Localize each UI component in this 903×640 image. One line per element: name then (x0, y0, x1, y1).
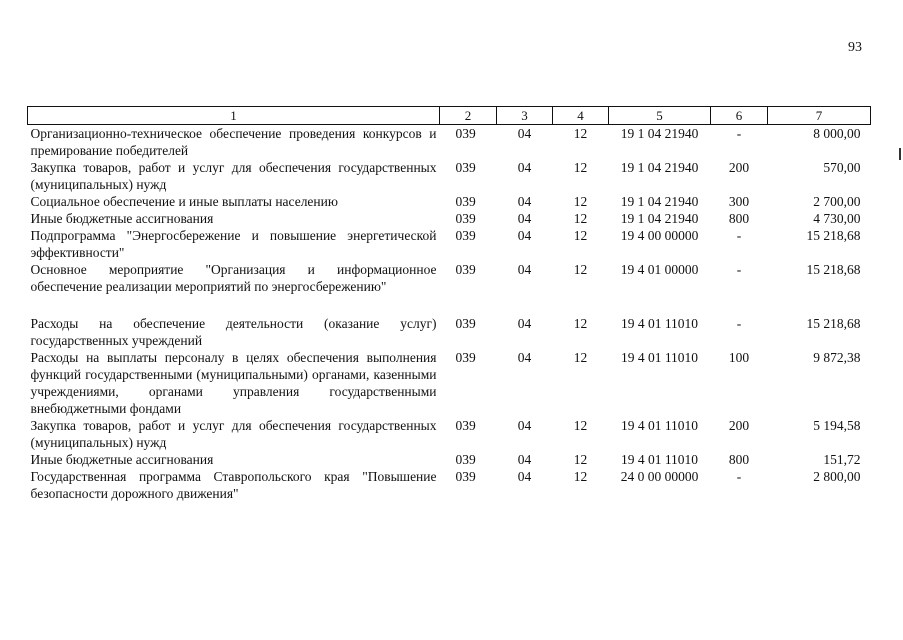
row-subsection: 12 (573, 452, 588, 467)
row-section: 04 (517, 316, 532, 331)
row-section: 04 (517, 228, 532, 243)
row-target-article: 24 0 00 00000 (620, 469, 699, 484)
row-name: Социальное обеспечение и иные выплаты населению (30, 194, 338, 209)
page-number: 93 (848, 40, 862, 55)
scan-edge-mark (899, 148, 901, 160)
row-amount: 4 730,00 (813, 211, 861, 226)
row-expense-type: - (736, 228, 742, 243)
row-section: 04 (517, 452, 532, 467)
table-row (28, 227, 871, 261)
row-section: 04 (517, 211, 532, 226)
row-amount: 5 194,58 (813, 418, 861, 433)
row-name: Закупка товаров, работ и услуг для обеспечения государственных (муниципальных) нужд (30, 160, 437, 192)
row-ministry-code: 039 (455, 452, 476, 467)
column-header-7: 7 (768, 107, 871, 125)
row-expense-type: - (736, 126, 742, 141)
row-section: 04 (517, 194, 532, 209)
row-subsection: 12 (573, 469, 588, 484)
row-name: Иные бюджетные ассигнования (30, 452, 214, 467)
row-expense-type: 200 (728, 418, 750, 433)
row-target-article: 19 1 04 21940 (620, 160, 699, 175)
budget-table-container (27, 106, 870, 502)
row-amount: 8 000,00 (813, 126, 861, 141)
table-row (28, 468, 871, 502)
column-header-1: 1 (28, 107, 440, 125)
row-name: Расходы на выплаты персоналу в целях обеспечения выполнения функций государственными (муниципальными) органами, казенными учреждениями, органами управления государственными внебюджетными фондами (30, 350, 437, 416)
row-section: 04 (517, 126, 532, 141)
table-row (28, 210, 871, 227)
row-target-article: 19 4 01 11010 (620, 452, 699, 467)
row-ministry-code: 039 (455, 469, 476, 484)
table-row (28, 193, 871, 210)
row-section: 04 (517, 160, 532, 175)
row-subsection: 12 (573, 262, 588, 277)
row-name: Подпрограмма "Энергосбережение и повышение энергетической эффективности" (30, 228, 437, 260)
row-target-article: 19 4 01 00000 (620, 262, 699, 277)
row-expense-type: - (736, 262, 742, 277)
table-spacer-row (28, 295, 871, 315)
row-amount: 570,00 (823, 160, 861, 175)
row-ministry-code: 039 (455, 316, 476, 331)
row-expense-type: - (736, 469, 742, 484)
row-section: 04 (517, 350, 532, 365)
row-expense-type: 100 (728, 350, 750, 365)
row-expense-type: 800 (728, 452, 750, 467)
table-row (28, 159, 871, 193)
row-ministry-code: 039 (455, 160, 476, 175)
row-subsection: 12 (573, 126, 588, 141)
row-name: Расходы на обеспечение деятельности (оказание услуг) государственных учреждений (30, 316, 437, 348)
row-target-article: 19 4 01 11010 (620, 350, 699, 365)
row-target-article: 19 4 01 11010 (620, 418, 699, 433)
row-ministry-code: 039 (455, 126, 476, 141)
table-row (28, 261, 871, 295)
row-target-article: 19 1 04 21940 (620, 126, 699, 141)
row-section: 04 (517, 418, 532, 433)
row-ministry-code: 039 (455, 211, 476, 226)
row-subsection: 12 (573, 211, 588, 226)
table-row (28, 451, 871, 468)
row-amount: 15 218,68 (806, 228, 861, 243)
row-amount: 2 800,00 (813, 469, 861, 484)
row-ministry-code: 039 (455, 418, 476, 433)
row-ministry-code: 039 (455, 350, 476, 365)
row-target-article: 19 4 01 11010 (620, 316, 699, 331)
row-subsection: 12 (573, 316, 588, 331)
table-row (28, 349, 871, 417)
row-name: Организационно-техническое обеспечение проведения конкурсов и премирование победителей (30, 126, 437, 158)
table-header-row (28, 107, 871, 125)
row-target-article: 19 1 04 21940 (620, 194, 699, 209)
row-ministry-code: 039 (455, 194, 476, 209)
row-section: 04 (517, 469, 532, 484)
table-row (28, 417, 871, 451)
row-expense-type: 800 (728, 211, 750, 226)
row-subsection: 12 (573, 228, 588, 243)
row-expense-type: 300 (728, 194, 750, 209)
table-row (28, 125, 871, 160)
row-name: Иные бюджетные ассигнования (30, 211, 214, 226)
row-target-article: 19 1 04 21940 (620, 211, 699, 226)
row-name: Закупка товаров, работ и услуг для обеспечения государственных (муниципальных) нужд (30, 418, 437, 450)
row-amount: 15 218,68 (806, 262, 861, 277)
spacer-cell (28, 295, 871, 315)
row-expense-type: 200 (728, 160, 750, 175)
budget-table (27, 106, 871, 502)
column-header-6: 6 (711, 107, 768, 125)
row-subsection: 12 (573, 418, 588, 433)
row-ministry-code: 039 (455, 228, 476, 243)
row-name: Основное мероприятие "Организация и информационное обеспечение реализации мероприятий по энергосбережению" (30, 262, 437, 294)
row-expense-type: - (736, 316, 742, 331)
row-subsection: 12 (573, 350, 588, 365)
table-row (28, 315, 871, 349)
column-header-4: 4 (553, 107, 609, 125)
row-amount: 2 700,00 (813, 194, 861, 209)
row-amount: 15 218,68 (806, 316, 861, 331)
row-section: 04 (517, 262, 532, 277)
row-ministry-code: 039 (455, 262, 476, 277)
row-name: Государственная программа Ставропольского края "Повышение безопасности дорожного движения" (30, 469, 437, 501)
row-amount: 151,72 (823, 452, 861, 467)
row-subsection: 12 (573, 160, 588, 175)
column-header-2: 2 (440, 107, 497, 125)
column-header-5: 5 (609, 107, 711, 125)
row-subsection: 12 (573, 194, 588, 209)
row-target-article: 19 4 00 00000 (620, 228, 699, 243)
column-header-3: 3 (497, 107, 553, 125)
row-amount: 9 872,38 (813, 350, 861, 365)
